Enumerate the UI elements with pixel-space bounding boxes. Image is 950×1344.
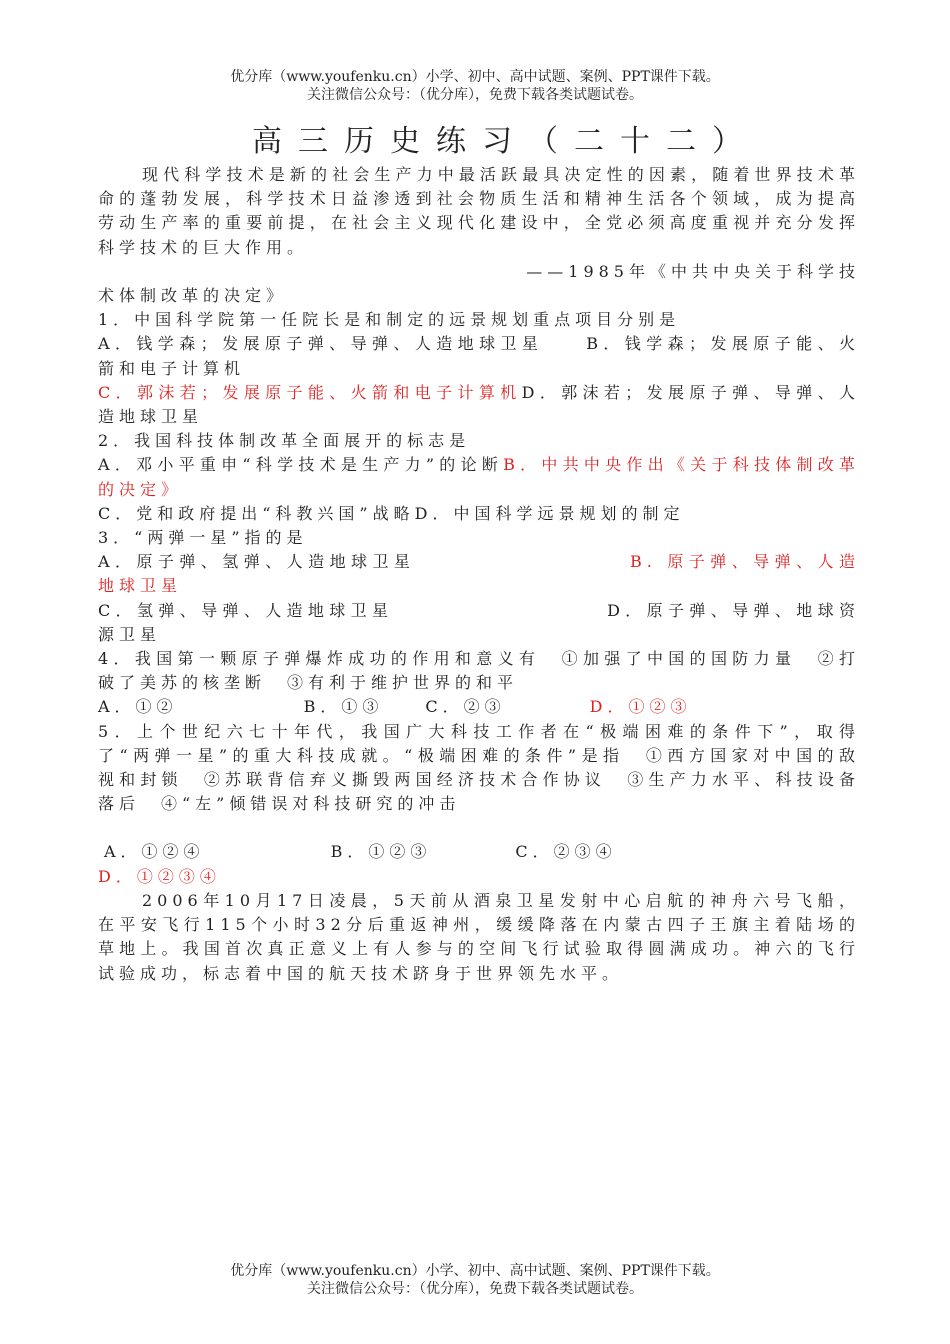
question-1-options-ab xyxy=(98,332,860,380)
question-5-option-b: B．①②③ xyxy=(330,842,432,862)
page-title: 高三历史练习（二十二） xyxy=(252,124,758,159)
question-4-option-b: B．①③ xyxy=(303,697,384,717)
question-1-options-cd xyxy=(98,381,860,429)
question-1-option-b: B．钱学森；发展原子能、火箭和电子计算机 xyxy=(98,334,860,378)
question-2-option-b-answer: B．中共中央作出《关于科技体制改革的决定》 xyxy=(98,455,860,499)
header-line-1: 优分库（www.youfenku.cn）小学、初中、高中试题、案例、PPT课件下载。 xyxy=(230,69,720,85)
question-3-option-b-answer: B. 原子弹、导弹、人造地球卫星 xyxy=(98,552,860,596)
passage-2: 2006年10月17日凌晨，5天前从酒泉卫星发射中心启航的神舟六号飞船，在平安飞行115个小时32分后重返神州，缓缓降落在内蒙古四子王旗主着陆场的草地上。我国首次真正意义上有人参与的空间飞行试验取得圆满成功。神六的飞行试验成功，标志着中国的航天技术跻身于世界领先水平。 xyxy=(98,890,860,983)
question-3-option-d: D．原子弹、导弹、地球资源卫星 xyxy=(98,600,860,644)
question-2-option-d: D．中国科学远景规划的制定 xyxy=(414,503,685,523)
question-5-option-a: A．①②④ xyxy=(104,842,205,862)
question-1-stem: 1．中国科学院第一任院长是和制定的远景规划重点项目分别是 xyxy=(98,310,681,330)
spacer xyxy=(98,816,860,840)
passage-1-source: ——1985年《中共中央关于科学技 xyxy=(526,261,860,281)
question-1-option-a: A．钱学森；发展原子弹、导弹、人造地球卫星 xyxy=(98,334,544,354)
question-5-option-d-answer: D．①②③④ xyxy=(98,866,221,886)
question-1-option-d: D．郭沫若；发展原子弹、导弹、人造地球卫星 xyxy=(98,382,860,427)
question-3-stem: 3．“两弹一星”指的是 xyxy=(98,528,308,548)
question-4-options xyxy=(98,695,860,719)
question-4-stem: 4．我国第一颗原子弹爆炸成功的作用和意义有 ①加强了中国的国防力量 ②打破了美苏的核垄断 ③有利于维护世界的和平 xyxy=(98,649,860,693)
footer-line-1: 优分库（www.youfenku.cn）小学、初中、高中试题、案例、PPT课件下载。 xyxy=(230,1263,720,1279)
question-3-option-c: C．氢弹、导弹、人造地球卫星 xyxy=(98,600,394,620)
question-3-options-cd xyxy=(98,599,860,647)
question-3-options-ab xyxy=(98,550,860,598)
question-2-options-cd xyxy=(98,502,860,526)
question-1-option-c-answer: C．郭沫若；发展原子能、火箭和电子计算机 xyxy=(98,382,522,402)
question-4-option-c: C．②③ xyxy=(425,697,506,717)
page-footer xyxy=(0,1262,950,1298)
question-2-stem: 2．我国科技体制改革全面展开的标志是 xyxy=(98,431,471,451)
passage-1: 现代科学技术是新的社会生产力中最活跃最具决定性的因素，随着世界技术革命的蓬勃发展，科学技术日益渗透到社会物质生活和精神生活各个领域，成为提高劳动生产率的重要前提，在社会主义现代化建设中，全党必须高度重视并充分发挥科学技术的巨大作用。 xyxy=(98,165,860,257)
question-4-option-d-answer: D．①②③ xyxy=(589,697,692,717)
question-2-options-ab xyxy=(98,453,860,501)
exercise-body xyxy=(98,163,860,986)
question-5-options-abc xyxy=(98,840,860,864)
question-2-option-a: A．邓小平重申“科学技术是生产力”的论断 xyxy=(98,455,504,475)
question-5-stem: 5．上个世纪六七十年代，我国广大科技工作者在“极端困难的条件下”，取得了“两弹一星”的重大科技成就。“极端困难的条件”是指 ①西方国家对中国的敌视和封锁 ②苏联背信弃义撕毁两国经济技术合作协议 ③生产力水平、科技设备落后 ④“左”倾错误对科技研究的冲击 xyxy=(98,721,860,814)
passage-1-source-cont: 术体制改革的决定》 xyxy=(98,286,288,306)
question-2-option-c: C．党和政府提出“科教兴国”战略 xyxy=(98,503,415,523)
question-3-option-a: A．原子弹、氢弹、人造地球卫星 xyxy=(98,552,416,572)
question-4-option-a: A．①② xyxy=(98,697,178,717)
question-5-option-d-line xyxy=(98,865,860,889)
header-line-2: 关注微信公众号：（优分库），免费下载各类试题试卷。 xyxy=(307,87,643,103)
footer-line-2: 关注微信公众号：（优分库），免费下载各类试题试卷。 xyxy=(307,1281,643,1297)
page-header xyxy=(0,68,950,104)
question-5-option-c: C．②③④ xyxy=(515,842,617,862)
